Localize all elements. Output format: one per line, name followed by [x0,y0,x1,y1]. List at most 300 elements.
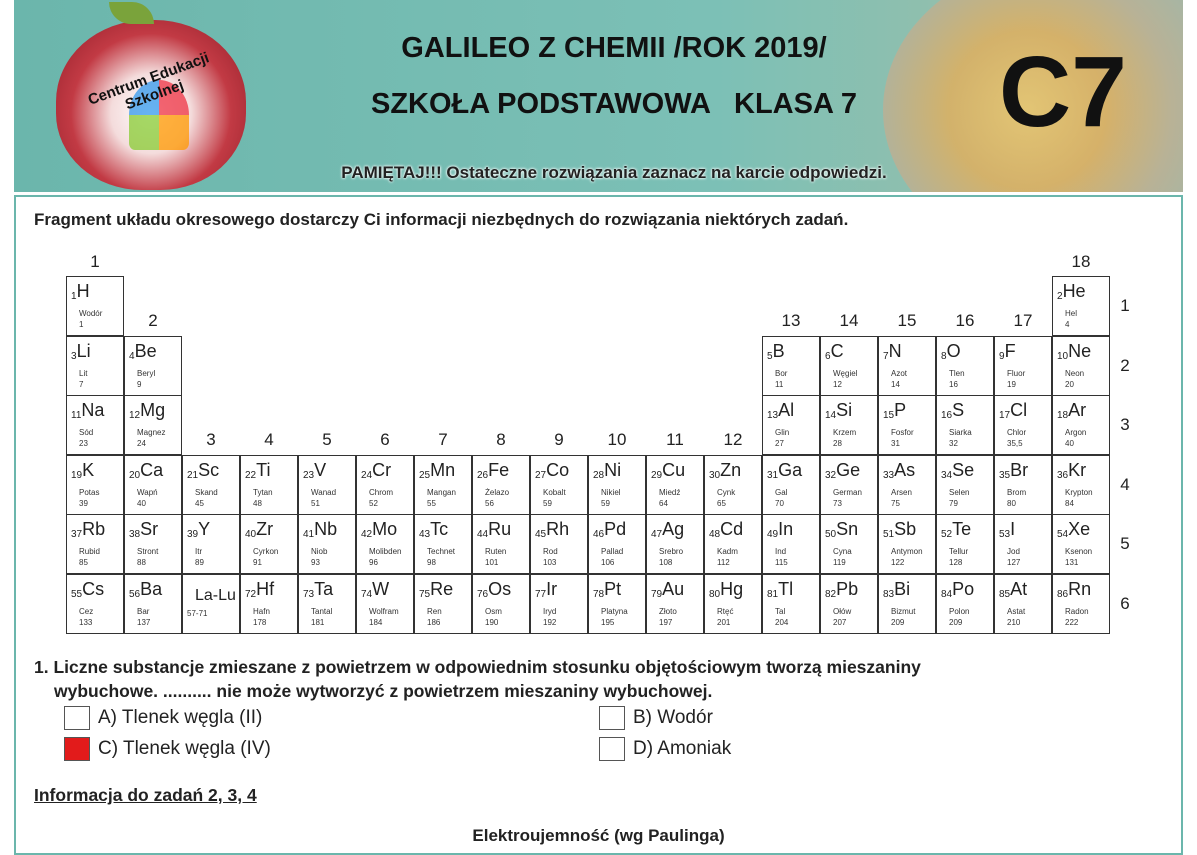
element-name: Radon [1065,606,1089,616]
atomic-number: 27 [535,469,547,481]
element-symbol: $_{28}$Ni [593,459,622,481]
atomic-mass: 65 [717,498,726,508]
group-number: 10 [607,430,627,449]
element-symbol: $_{85}$At [999,578,1028,600]
element-name: Polon [949,606,970,616]
atomic-mass: 201 [717,617,731,627]
atomic-mass: 31 [891,439,900,448]
atomic-number: 31 [767,469,779,481]
atomic-number: 39 [187,529,199,540]
element-symbol: $_{51}$Sb [883,519,917,540]
element-symbol: $_{41}$Nb [303,519,338,540]
atomic-mass: 1 [79,320,84,329]
element-cell-ir [530,574,588,634]
element-name: Wolfram [369,606,399,616]
atomic-mass: 40 [1065,439,1074,448]
element-symbol: $_{13}$Al [767,400,795,421]
element-name: Węgiel [833,368,858,378]
element-cell-ni [588,455,646,515]
element-symbol: $_{42}$Mo [361,519,398,540]
title-line-1: GALILEO Z CHEMII /ROK 2019/ [401,32,827,64]
element-symbol: $_7$N [883,340,902,362]
element-cell-as [878,455,936,515]
element-symbol: $_{79}$Au [651,578,685,600]
element-symbol: $_{38}$Sr [129,519,159,540]
element-symbol: $_2$He [1057,281,1086,302]
period-number: 2 [1120,355,1130,375]
element-symbol: $_{36}$Kr [1057,459,1087,481]
atomic-number: 17 [999,410,1011,421]
element-symbol: $_{30}$Zn [709,459,742,481]
element-symbol: $_1$H [71,281,90,302]
element-symbol: La-Lu [195,586,236,604]
atomic-number: 16 [941,410,953,421]
atomic-number: 44 [477,529,489,540]
element-name: Hel [1065,309,1078,318]
atomic-number: 53 [999,529,1011,540]
element-symbol: $_{84}$Po [941,578,975,600]
element-symbol: $_{12}$Mg [129,400,166,421]
checkbox-c[interactable] [64,737,90,761]
group-number: 14 [839,311,859,330]
atomic-number: 51 [883,529,895,540]
element-cell-hf [240,574,298,634]
atomic-number: 47 [651,529,663,540]
element-cell-ne [1052,336,1110,396]
atomic-number: 43 [419,529,431,540]
element-symbol: $_{39}$Y [187,519,211,540]
element-symbol: $_{75}$Re [419,578,454,600]
atomic-number: 82 [825,588,837,600]
element-symbol: $_{48}$Cd [709,519,744,540]
element-symbol: $_{11}$Na [71,400,105,421]
atomic-number: 35 [999,469,1011,481]
element-name: Beryl [137,368,156,378]
atomic-mass: 59 [601,498,610,508]
atomic-mass: 192 [543,617,557,627]
atomic-mass: 133 [79,617,93,627]
element-symbol: $_{54}$Xe [1057,519,1091,540]
element-name: Tlen [949,368,965,378]
atomic-number: 72 [245,588,257,600]
element-cell-tl [762,574,820,634]
period-number: 3 [1120,415,1130,434]
element-cell-c [820,336,878,396]
group-number: 11 [666,430,684,449]
atomic-mass: 98 [427,558,436,567]
element-symbol: $_{18}$Ar [1057,400,1087,421]
group-number: 5 [322,430,332,449]
element-name: Gal [775,487,788,497]
atomic-mass: 209 [949,617,963,627]
atomic-number: 77 [535,588,547,600]
atomic-mass: 137 [137,617,151,627]
element-cell-h [66,276,124,336]
atomic-number: 46 [593,529,605,540]
atomic-mass: 57-71 [187,608,208,618]
element-name: Sód [79,428,94,437]
group-number: 17 [1013,311,1033,330]
atomic-mass: 181 [311,617,325,627]
element-cell-n [878,336,936,396]
element-cell-kr [1052,455,1110,515]
atomic-mass: 45 [195,498,204,508]
period-number: 4 [1120,474,1130,494]
element-name: Bizmut [891,606,916,616]
atomic-mass: 91 [253,558,262,567]
element-name: Astat [1007,606,1026,616]
atomic-number: 4 [129,350,135,362]
title-line-2: SZKOŁA PODSTAWOWA KLASA 7 [370,88,858,120]
atomic-mass: 88 [137,558,146,567]
element-name: Cynk [717,487,736,497]
atomic-mass: 119 [833,558,846,567]
atomic-mass: 131 [1065,558,1079,567]
element-symbol: $_{27}$Co [535,459,570,481]
element-symbol: $_{10}$Ne [1057,340,1092,362]
element-name: Skand [195,487,218,497]
option-d[interactable] [599,737,731,761]
element-name: Złoto [659,606,677,616]
element-name: Ruten [485,547,507,556]
atomic-mass: 190 [485,617,499,627]
element-symbol: $_{44}$Ru [477,519,512,540]
element-name: Osm [485,606,502,616]
element-cell-i [994,514,1052,574]
atomic-mass: 51 [311,498,320,508]
atomic-number: 23 [303,469,315,481]
atomic-number: 32 [825,469,837,481]
element-name: Stront [137,547,159,556]
atomic-mass: 80 [1007,498,1016,508]
element-cell-rh [530,514,588,574]
atomic-number: 45 [535,529,547,540]
element-symbol: $_{83}$Bi [883,578,911,600]
atomic-number: 78 [593,588,605,600]
atomic-mass: 108 [659,558,673,567]
element-cell-co [530,455,588,515]
element-cell-tc [414,514,472,574]
element-cell-cr [356,455,414,515]
atomic-number: 3 [71,350,77,362]
element-name: Fluor [1007,368,1026,378]
atomic-mass: 14 [891,379,900,389]
checkbox-b[interactable] [599,706,625,730]
atomic-mass: 59 [543,498,552,508]
element-name: Chrom [369,487,394,497]
atomic-number: 19 [71,469,83,481]
element-cell-mo [356,514,414,574]
element-cell-ga [762,455,820,515]
element-cell-mn [414,455,472,515]
element-symbol: $_{40}$Zr [245,519,274,540]
element-name: Glin [775,428,790,437]
element-symbol: $_3$Li [71,340,91,362]
atomic-mass: 12 [833,379,842,389]
element-cell-br [994,455,1052,515]
atomic-mass: 184 [369,617,383,627]
atomic-number: 37 [71,529,83,540]
element-cell-fe [472,455,530,515]
element-symbol: $_{15}$P [883,400,907,421]
intro-text: Fragment układu okresowego dostarczy Ci informacji niezbędnych do rozwiązania niektórych zadań. [34,210,849,229]
element-name: Cez [79,606,94,616]
atomic-number: 13 [767,410,779,421]
atomic-number: 85 [999,588,1011,600]
element-symbol: $_{82}$Pb [825,578,859,600]
atomic-number: 38 [129,529,141,540]
element-name: Kobalt [543,487,566,497]
element-cell-pd [588,514,646,574]
element-name: Miedź [659,487,681,497]
atomic-mass: 101 [485,558,499,567]
atomic-number: 18 [1057,410,1069,421]
element-name: Rod [543,547,558,556]
element-symbol: $_{32}$Ge [825,459,861,481]
element-symbol: $_4$Be [129,340,157,362]
atomic-number: 34 [941,469,953,481]
atomic-mass: 79 [949,498,958,508]
atomic-mass: 93 [311,558,320,567]
checkbox-d[interactable] [599,737,625,761]
element-symbol: $_{55}$Cs [71,578,105,600]
element-cell-mg [124,395,182,455]
atomic-mass: 178 [253,617,267,627]
atomic-mass: 115 [775,558,788,567]
element-name: Lit [79,368,88,378]
group-number: 12 [723,430,743,449]
atomic-number: 86 [1057,588,1069,600]
atomic-number: 48 [709,529,721,540]
atomic-mass: 48 [253,498,262,508]
atomic-mass: 128 [949,558,963,567]
element-symbol: $_{20}$Ca [129,459,164,481]
element-symbol: $_{19}$K [71,459,95,481]
atomic-mass: 197 [659,617,673,627]
atomic-number: 24 [361,469,373,481]
element-cell-ba [124,574,182,634]
element-name: Platyna [601,606,628,616]
element-cell-na [66,395,124,455]
atomic-number: 36 [1057,469,1069,481]
element-cell-cl [994,395,1052,455]
atomic-number: 52 [941,529,953,540]
element-name: Tytan [253,487,273,497]
group-number: 2 [148,311,158,330]
element-cell-al [762,395,820,455]
atomic-mass: 64 [659,498,668,508]
element-cell-p [878,395,936,455]
element-symbol: $_{34}$Se [941,459,975,481]
element-name: Chlor [1007,428,1027,437]
atomic-number: 22 [245,469,257,481]
element-name: Fosfor [891,428,914,437]
element-symbol: $_9$F [999,340,1016,362]
element-cell-se [936,455,994,515]
atomic-number: 55 [71,588,83,600]
atomic-mass: 24 [137,439,146,448]
element-name: Potas [79,487,100,497]
element-symbol: $_{23}$V [303,459,327,481]
atomic-number: 28 [593,469,605,481]
element-symbol: $_{52}$Te [941,519,972,540]
element-name: Ksenon [1065,547,1093,556]
atomic-mass: 127 [1007,558,1021,567]
element-name: Rtęć [717,606,734,616]
atomic-mass: 204 [775,617,789,627]
atomic-mass: 186 [427,617,441,627]
atomic-number: 56 [129,588,141,600]
element-cell-ta [298,574,356,634]
element-name: Siarka [949,428,972,437]
atomic-number: 40 [245,529,257,540]
element-name: Wapń [137,487,158,497]
element-cell-la-lu [182,574,240,634]
atomic-mass: 55 [427,498,436,508]
atomic-mass: 85 [79,558,88,567]
atomic-number: 81 [767,588,779,600]
element-name: Tal [775,606,786,616]
element-symbol: $_6$C [825,340,844,362]
atomic-number: 9 [999,350,1005,362]
element-cell-ag [646,514,704,574]
element-name: Arsen [891,487,912,497]
element-name: Nikiel [601,487,621,497]
atomic-number: 30 [709,469,721,481]
element-symbol: $_{81}$Tl [767,578,794,600]
element-cell-ca [124,455,182,515]
element-symbol: $_{50}$Sn [825,519,859,540]
element-cell-k [66,455,124,515]
element-name: Iryd [543,606,557,616]
atomic-mass: 84 [1065,498,1074,508]
element-name: Cyrkon [253,547,279,556]
element-symbol: $_{24}$Cr [361,459,392,481]
element-cell-nb [298,514,356,574]
element-cell-po [936,574,994,634]
atomic-number: 29 [651,469,663,481]
element-cell-au [646,574,704,634]
element-cell-ar [1052,395,1110,455]
element-cell-bi [878,574,936,634]
element-cell-ge [820,455,878,515]
option-c-label: C) Tlenek węgla (IV) [98,738,271,759]
element-name: Żelazo [485,487,510,497]
atomic-number: 11 [71,410,82,421]
atomic-mass: 207 [833,617,847,627]
atomic-mass: 39 [79,498,88,508]
atomic-number: 20 [129,469,141,481]
period-number: 6 [1120,593,1130,613]
group-number: 7 [438,430,448,449]
element-name: Krypton [1065,487,1093,497]
atomic-mass: 4 [1065,320,1070,329]
atomic-number: 7 [883,350,889,362]
atomic-mass: 222 [1065,617,1079,627]
group-number: 1 [90,252,100,271]
question-1 [34,655,1154,703]
atomic-mass: 209 [891,617,905,627]
element-symbol: $_{80}$Hg [709,578,744,600]
atomic-number: 1 [71,291,77,302]
element-symbol: $_{35}$Br [999,459,1029,481]
element-cell-hg [704,574,762,634]
element-name: Selen [949,487,970,497]
atomic-mass: 73 [833,498,842,508]
atomic-number: 15 [883,410,895,421]
element-name: Wodór [79,309,103,318]
atomic-mass: 75 [891,498,900,508]
element-symbol: $_{72}$Hf [245,578,275,600]
element-symbol: $_{74}$W [361,578,390,600]
element-cell-pt [588,574,646,634]
group-number: 18 [1071,252,1091,271]
element-name: German [833,487,862,497]
option-b[interactable] [599,706,713,730]
element-symbol: $_{37}$Rb [71,519,106,540]
atomic-number: 14 [825,410,837,421]
group-number: 6 [380,430,390,449]
option-d-label: D) Amoniak [633,738,732,759]
element-cell-os [472,574,530,634]
atomic-mass: 9 [137,379,142,389]
element-cell-s [936,395,994,455]
element-cell-b [762,336,820,396]
element-symbol: $_{49}$In [767,519,794,540]
atomic-number: 73 [303,588,315,600]
element-cell-y [182,514,240,574]
element-symbol: $_{56}$Ba [129,578,163,600]
group-number: 3 [206,430,216,449]
element-cell-ru [472,514,530,574]
element-cell-xe [1052,514,1110,574]
atomic-mass: 195 [601,617,615,627]
element-cell-cd [704,514,762,574]
option-c[interactable] [64,737,271,761]
leaf-icon [109,2,154,24]
element-name: Brom [1007,487,1027,497]
element-name: Bor [775,368,788,378]
element-name: Ołów [833,606,852,616]
element-symbol: $_8$O [941,340,961,362]
checkbox-a[interactable] [64,706,90,730]
period-number: 1 [1120,296,1130,315]
atomic-number: 49 [767,529,779,540]
element-cell-at [994,574,1052,634]
atomic-mass: 23 [79,439,88,448]
reminder-text: PAMIĘTAJ!!! Ostateczne rozwiązania zaznacz na karcie odpowiedzi. [341,163,887,182]
element-name: Tantal [311,606,333,616]
element-name: Magnez [137,428,166,437]
element-name: Ind [775,547,787,556]
header-banner [14,0,1183,192]
atomic-number: 41 [303,529,315,540]
atomic-mass: 11 [775,379,784,389]
group-number: 15 [897,311,917,330]
element-symbol: $_{33}$As [883,459,916,481]
option-a[interactable] [64,706,262,730]
element-cell-w [356,574,414,634]
atomic-mass: 28 [833,439,842,448]
element-name: Kadm [717,547,738,556]
element-cell-f [994,336,1052,396]
element-symbol: $_{73}$Ta [303,578,334,600]
element-symbol: $_{86}$Rn [1057,578,1092,600]
element-cell-rb [66,514,124,574]
question-1-text-2: wybuchowe. .......... nie może wytworzyć z powietrzem mieszaniny wybuchowej. [54,681,713,701]
logo-text: Centrum Edukacji Szkolnej [85,49,212,114]
group-number: 8 [496,430,506,449]
